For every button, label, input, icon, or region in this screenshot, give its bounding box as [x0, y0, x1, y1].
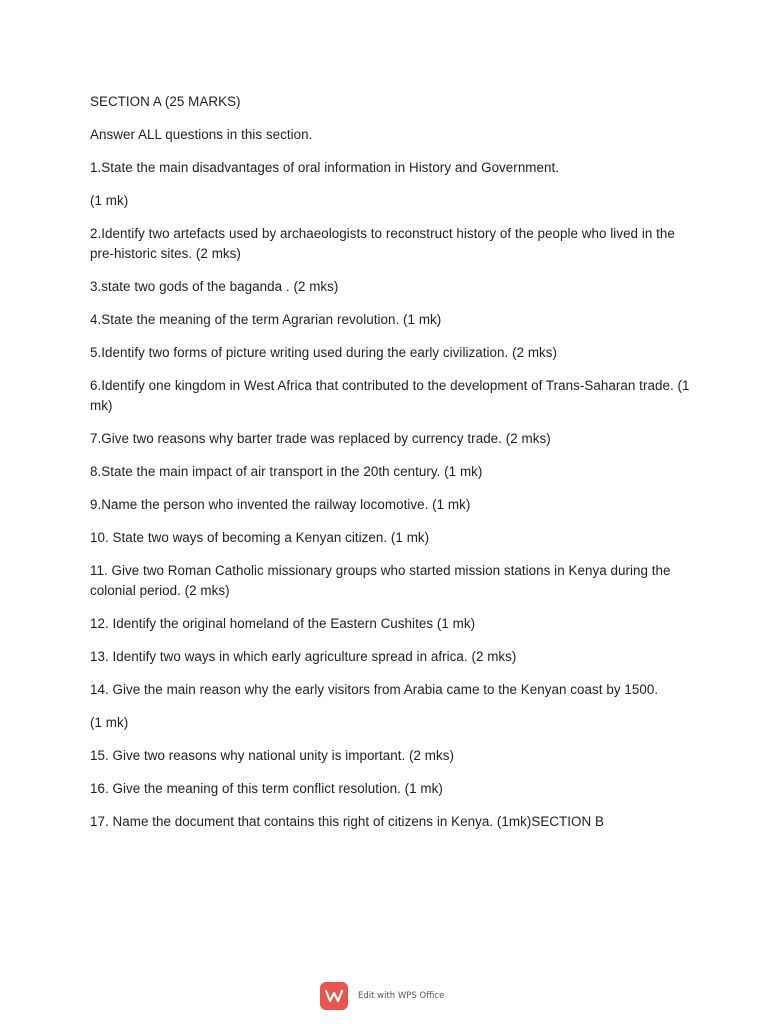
document-body	[90, 92, 690, 845]
wps-footer-text: Edit with WPS Office	[358, 991, 445, 1001]
question-10: 10. State two ways of becoming a Kenyan citizen. (1 mk)	[90, 530, 430, 545]
wps-footer[interactable]	[320, 982, 444, 1010]
question-16: 16. Give the meaning of this term conflict resolution. (1 mk)	[90, 781, 443, 796]
section-heading: SECTION A (25 MARKS)	[90, 94, 241, 109]
question-12: 12. Identify the original homeland of the Eastern Cushites (1 mk)	[90, 616, 476, 631]
question-4: 4.State the meaning of the term Agrarian revolution. (1 mk)	[90, 312, 442, 327]
question-8: 8.State the main impact of air transport in the 20th century. (1 mk)	[90, 464, 483, 479]
question-1-marks: (1 mk)	[90, 193, 129, 208]
question-15: 15. Give two reasons why national unity is important. (2 mks)	[90, 748, 455, 763]
question-13: 13. Identify two ways in which early agriculture spread in africa. (2 mks)	[90, 649, 517, 664]
question-5: 5.Identify two forms of picture writing used during the early civilization. (2 mks)	[90, 345, 558, 360]
question-1: 1.State the main disadvantages of oral information in History and Government.	[90, 160, 560, 175]
question-11: 11. Give two Roman Catholic missionary groups who started mission stations in Kenya during the colonial period. (2 mks)	[90, 563, 671, 598]
question-14-marks: (1 mk)	[90, 715, 129, 730]
question-6: 6.Identify one kingdom in West Africa that contributed to the development of Trans-Saharan trade. (1 mk)	[90, 378, 690, 413]
question-7: 7.Give two reasons why barter trade was replaced by currency trade. (2 mks)	[90, 431, 551, 446]
question-3: 3.state two gods of the baganda . (2 mks)	[90, 279, 339, 294]
question-2: 2.Identify two artefacts used by archaeologists to reconstruct history of the people who lived in the pre-historic sites. (2 mks)	[90, 226, 675, 261]
question-9: 9.Name the person who invented the railway locomotive. (1 mk)	[90, 497, 471, 512]
wps-office-logo-icon	[320, 982, 348, 1010]
question-17: 17. Name the document that contains this right of citizens in Kenya. (1mk)SECTION B	[90, 814, 604, 829]
question-14: 14. Give the main reason why the early visitors from Arabia came to the Kenyan coast by 1500.	[90, 682, 659, 697]
instructions-text: Answer ALL questions in this section.	[90, 127, 313, 142]
